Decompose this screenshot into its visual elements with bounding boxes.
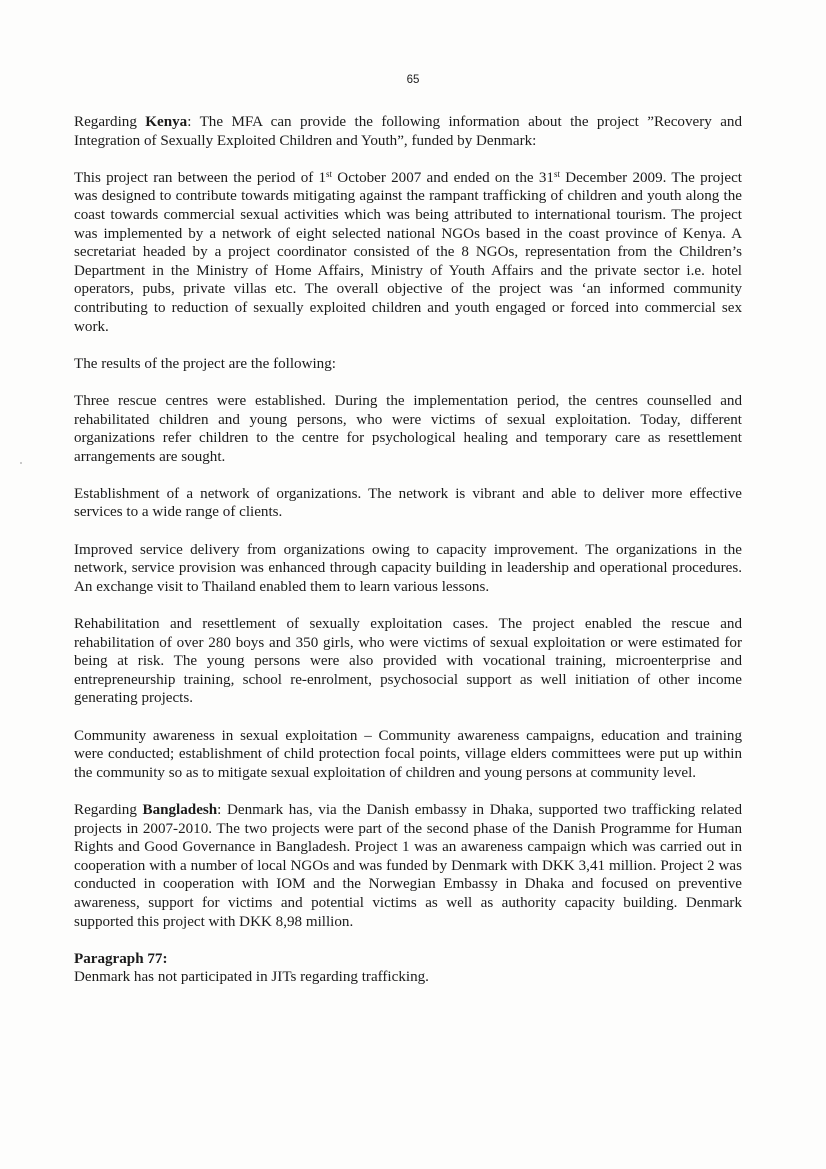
paragraph-project-description <box>74 169 742 336</box>
paragraph-bangladesh-post: : Denmark has, via the Danish embassy in Dhaka, supported two trafficking related projects in 2007-2010. The two projects were part of the second phase of the Danish Programme for Human Rights and Good Governance in Bangladesh. Project 1 was an awareness campaign which was carried out in cooperation with a number of local NGOs and was funded by Denmark with DKK 3,41 million. Project 2 was conducted in cooperation with IOM and the Norwegian Embassy in Dhaka and focused on preventive awareness, support for victims and potential victims as well as authority capacity building. Denmark supported this project with DKK 8,98 million. <box>74 801 742 930</box>
country-kenya: Kenya <box>145 114 188 130</box>
paragraph-rehabilitation: Rehabilitation and resettlement of sexually exploitation cases. The project enabled the rescue and rehabilitation of over 280 boys and 350 girls, who were victims of sexual exploitation or were estimated for being at risk. The young persons were also provided with vocational training, microenterprise and entrepreneurship training, school re-enrolment, psychosocial support as well initiation of other income generating projects. <box>74 616 742 707</box>
paragraph-kenya-intro <box>74 113 742 150</box>
scan-speck <box>20 462 22 464</box>
paragraph-bangladesh <box>74 801 742 931</box>
project-description-part-c: December 2009. The project was designed to contribute towards mitigating against the rampant trafficking of children and youth along the coast towards commercial sexual activities which was being attributed to international tourism. The project was implemented by a network of eight selected national NGOs based in the coast province of Kenya. A secretariat headed by a project coordinator consisted of the 8 NGOs, representation from the Children’s Department in the Ministry of Home Affairs, Ministry of Youth Affairs and the private sector i.e. hotel operators, pubs, private villas etc. The overall objective of the project was ‘an informed community contributing to reduction of sexually exploited children and youth engaged or forced into commercial sex work. <box>74 169 742 335</box>
section-heading-paragraph-77: Paragraph 77: <box>74 950 168 967</box>
paragraph-network: Establishment of a network of organizations. The network is vibrant and able to deliver more effective services to a wide range of clients. <box>74 485 742 521</box>
paragraph-service-delivery: Improved service delivery from organizations owing to capacity improvement. The organizations in the network, service provision was enhanced through capacity building in leadership and operational procedures. An exchange visit to Thailand enabled them to learn various lessons. <box>74 541 742 595</box>
document-body <box>74 113 742 1006</box>
paragraph-bangladesh-pre: Regarding <box>74 801 143 818</box>
page-number: 65 <box>406 74 420 86</box>
paragraph-rescue-centres: Three rescue centres were established. During the implementation period, the centres counselled and rehabilitated children and young persons, who were victims of sexual exploitation. Today, different organizations refer children to the centre for psychological healing and temporary care as resettlement arrangements are sought. <box>74 392 742 465</box>
country-bangladesh: Bangladesh <box>142 801 218 818</box>
project-description-part-b: October 2007 and ended on the 31 <box>332 169 554 186</box>
ordinal-suffix-1: st <box>326 168 333 179</box>
paragraph-kenya-intro-post: : The MFA can provide the following information about the project ”Recovery and Integration of Sexually Exploited Children and Youth”, funded by Denmark: <box>74 114 742 149</box>
paragraph-results-intro: The results of the project are the following: <box>74 355 336 372</box>
ordinal-suffix-2: st <box>553 168 560 179</box>
paragraph-kenya-intro-pre: Regarding <box>74 114 146 130</box>
project-description-part-a: This project ran between the period of 1 <box>74 169 327 186</box>
paragraph-community-awareness: Community awareness in sexual exploitation – Community awareness campaigns, education and training were conducted; establishment of child protection focal points, village elders committees were put up within the community so as to mitigate sexual exploitation of children and young persons at community level. <box>74 727 742 781</box>
paragraph-jits: Denmark has not participated in JITs regarding trafficking. <box>74 969 429 986</box>
